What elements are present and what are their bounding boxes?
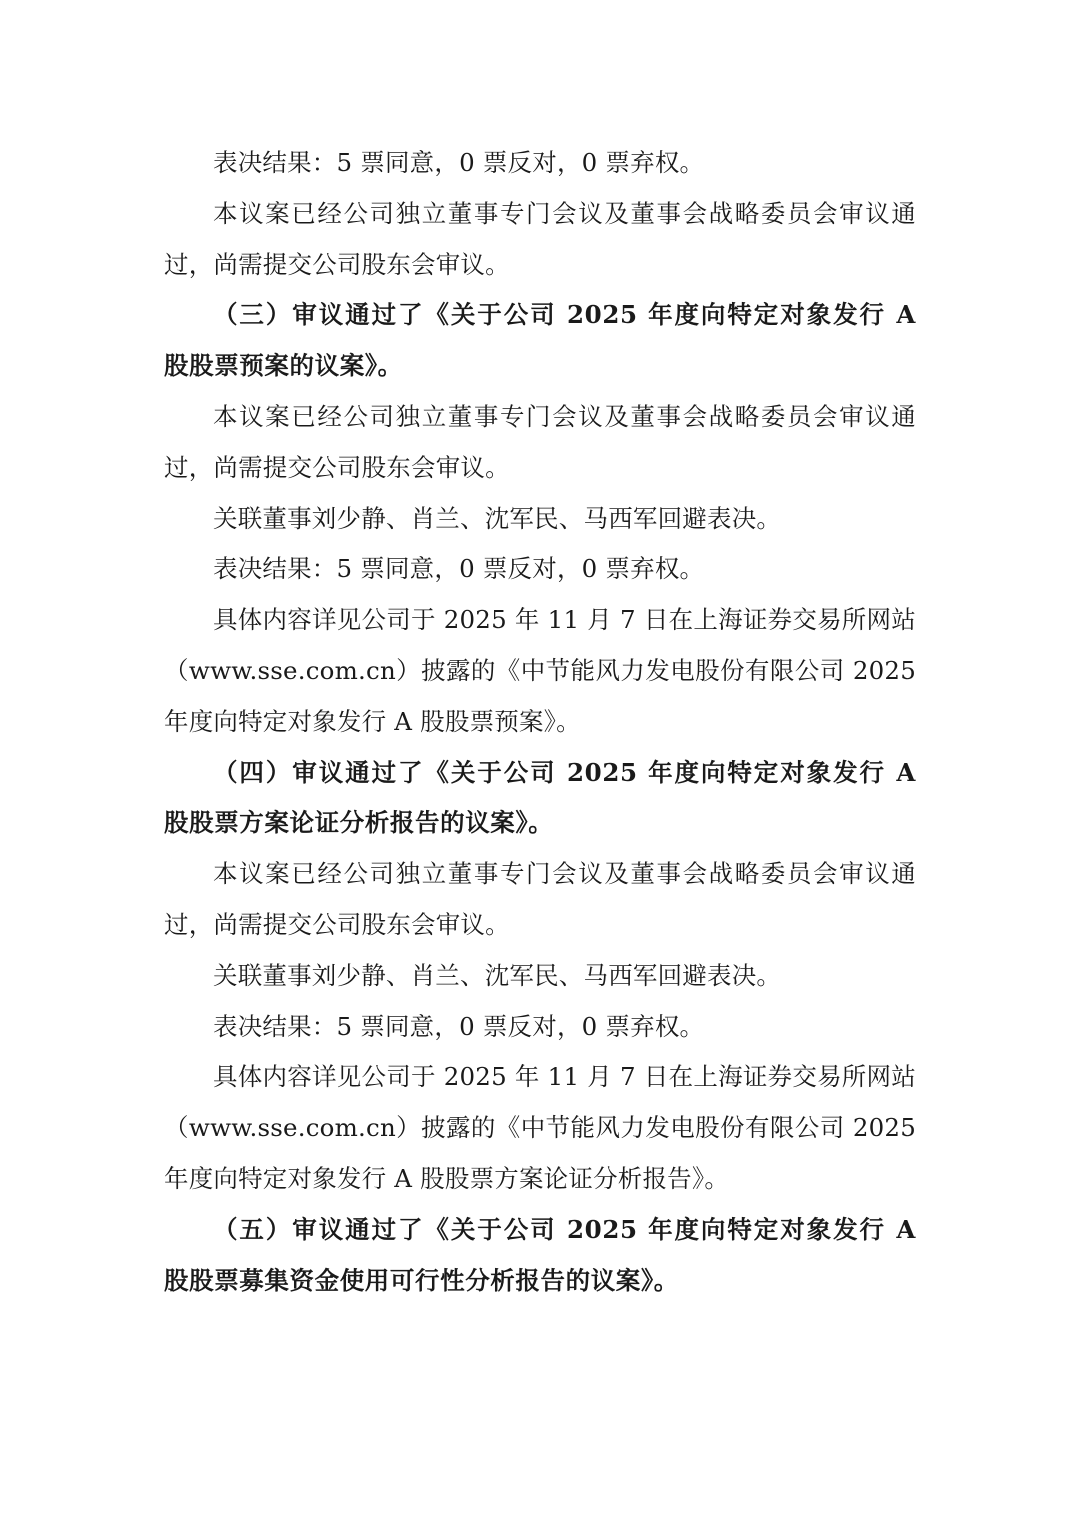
vote-result-paragraph: 表决结果：5 票同意，0 票反对，0 票弃权。 <box>213 148 705 177</box>
vote-result-paragraph: 表决结果：5 票同意，0 票反对，0 票弃权。 <box>213 1011 705 1041</box>
resolution-heading-5: （五）审议通过了《关于公司 2025 年度向特定对象发行 A 股股票募集资金使用可行性分析报告的议案》。 <box>164 1214 916 1295</box>
document-body <box>164 138 916 1306</box>
resolution-heading-4: （四）审议通过了《关于公司 2025 年度向特定对象发行 A 股股票方案论证分析报告的议案》。 <box>164 757 916 838</box>
resolution-heading-3: （三）审议通过了《关于公司 2025 年度向特定对象发行 A 股股票预案的议案》。 <box>164 300 916 381</box>
review-status-paragraph: 本议案已经公司独立董事专门会议及董事会战略委员会审议通过，尚需提交公司股东会审议。 <box>164 859 916 939</box>
recusal-paragraph: 关联董事刘少静、肖兰、沈军民、马西军回避表决。 <box>213 960 782 990</box>
disclosure-paragraph: 具体内容详见公司于 2025 年 11 月 7 日在上海证券交易所网站（www.sse.com.cn）披露的《中节能风力发电股份有限公司 2025 年度向特定对象发行 A 股股票方案论证分析报告》。 <box>164 1062 916 1193</box>
vote-result-paragraph: 表决结果：5 票同意，0 票反对，0 票弃权。 <box>213 554 705 584</box>
review-status-paragraph: 本议案已经公司独立董事专门会议及董事会战略委员会审议通过，尚需提交公司股东会审议。 <box>164 401 916 482</box>
disclosure-paragraph: 具体内容详见公司于 2025 年 11 月 7 日在上海证券交易所网站（www.sse.com.cn）披露的《中节能风力发电股份有限公司 2025 年度向特定对象发行 A 股股票预案》。 <box>164 605 916 736</box>
review-status-paragraph: 本议案已经公司独立董事专门会议及董事会战略委员会审议通过，尚需提交公司股东会审议。 <box>164 198 916 279</box>
recusal-paragraph: 关联董事刘少静、肖兰、沈军民、马西军回避表决。 <box>213 503 782 533</box>
